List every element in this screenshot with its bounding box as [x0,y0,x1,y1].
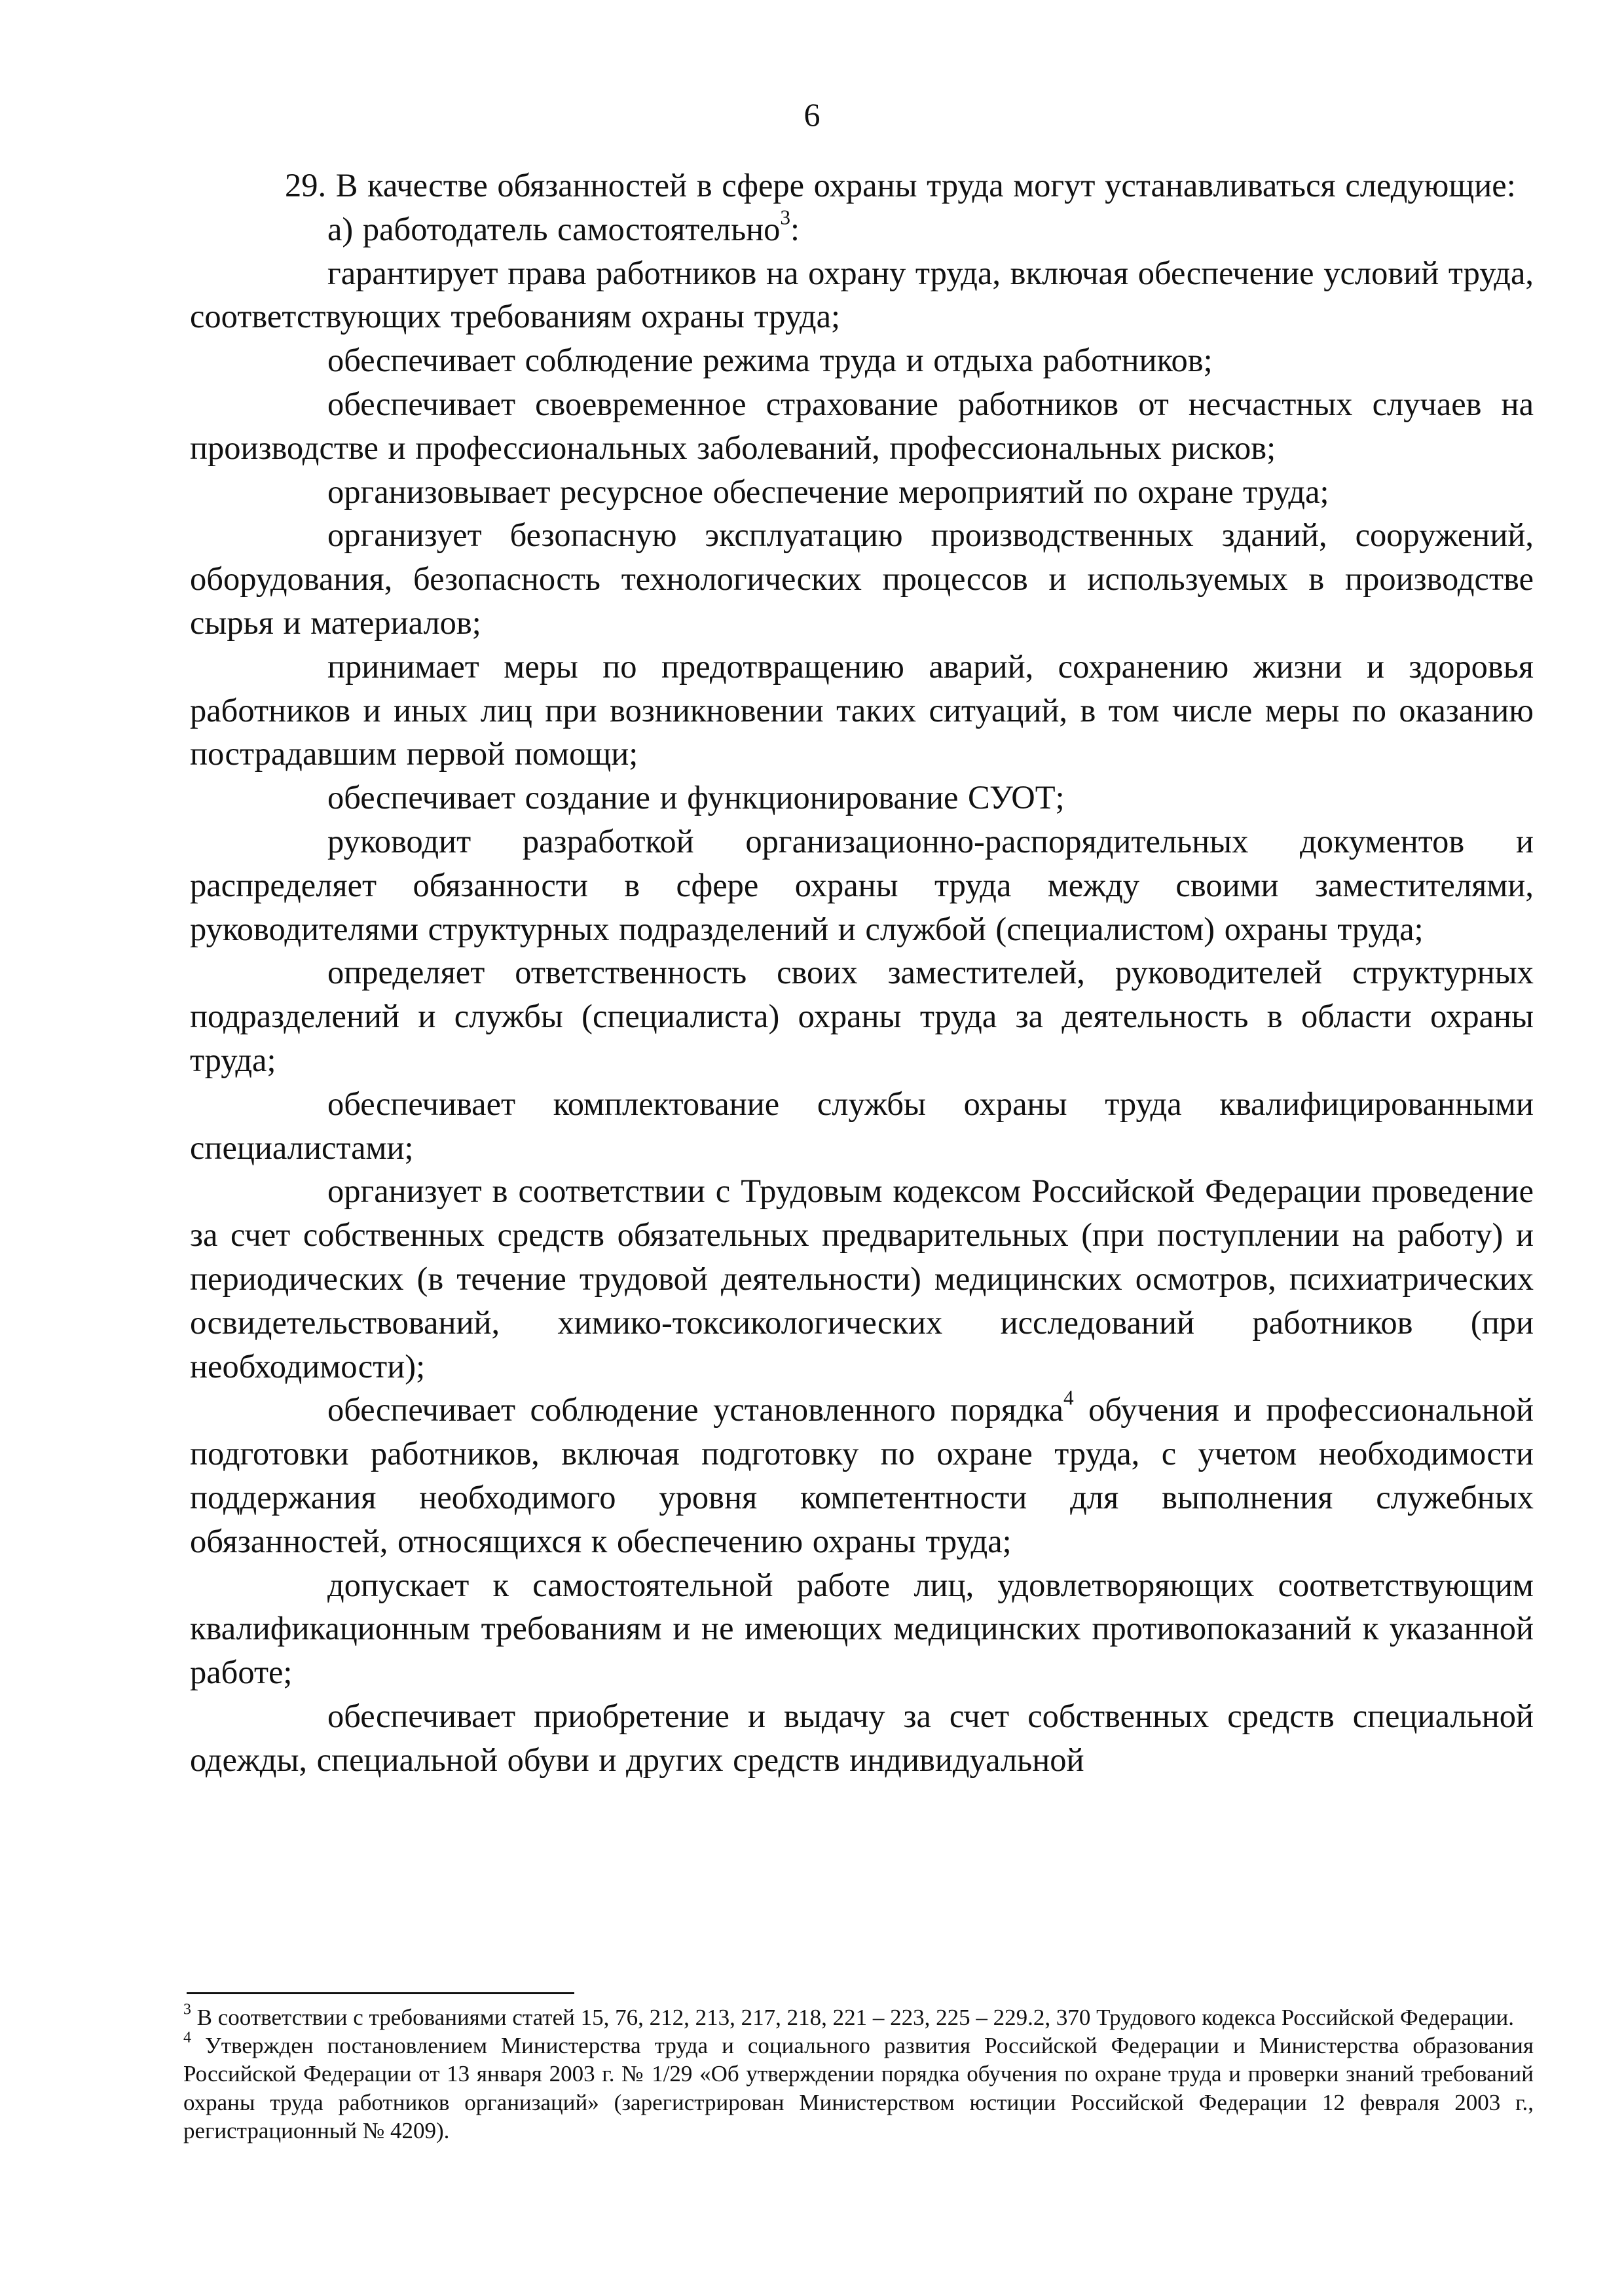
duty-item: допускает к самостоятельной работе лиц, удовлетворяющих соответствующим квалификационным требованиям и не имеющих медицинских противопоказаний к указанной работе; [190,1566,1534,1691]
duty-item: обеспечивает своевременное страхование работников от несчастных случаев на производстве и профессиональных заболеваний, профессиональных рисков; [190,385,1534,466]
footnote-ref-3[interactable]: 3 [780,206,791,229]
page-number: 6 [803,96,821,133]
duty-item: организовывает ресурсное обеспечение мероприятий по охране труда; [327,473,1329,510]
duty-item: гарантирует права работников на охрану труда, включая обеспечение условий труда, соответствующих требованиям охраны труда; [190,254,1534,335]
duty-item: организует в соответствии с Трудовым кодексом Российской Федерации проведение за счет собственных средств обязательных предварительных (при поступлении на работу) и периодических (в течение трудовой деятельности) медицинских осмотров, психиатрических освидетельствований, химико-токсикологических исследований работников (при необходимости); [190,1173,1534,1385]
paragraph-text: а) работодатель самостоятельно [327,210,781,247]
duty-item: определяет ответственность своих заместителей, руководителей структурных подразделений и службы (специалиста) охраны труда за деятельность в области охраны труда; [190,954,1534,1078]
paragraph-text-after: : [790,210,800,247]
document-body [190,164,1534,1781]
footnotes-section [183,2003,1534,2145]
footnote-ref-4[interactable]: 4 [1063,1386,1074,1410]
duty-item: организует безопасную эксплуатацию производственных зданий, сооружений, оборудования, безопасность технологических процессов и используемых в производстве сырья и материалов; [190,517,1534,641]
duty-item: принимает меры по предотвращению аварий, сохранению жизни и здоровья работников и иных лиц при возникновении таких ситуаций, в том числе меры по оказанию пострадавшим первой помощи; [190,647,1534,773]
duty-item: обеспечивает создание и функционирование СУОТ; [327,779,1065,816]
duty-item: обеспечивает комплектование службы охраны труда квалифицированными специалистами; [190,1085,1534,1166]
footnote-3 [183,2003,1534,2032]
paragraph-employer-heading [190,208,1534,251]
duty-item [190,1388,1534,1563]
footnote-text: Утвержден постановлением Министерства труда и социального развития Российской Федерации и Министерства образования Российской Федерации от 13 января 2003 г. № 1/29 «Об утверждении порядка обучения по охране труда и проверки знаний требований охраны труда работников организаций» (зарегистрирован Министерством юстиции Российской Федерации 12 февраля 2003 г., регистрационный № 4209). [183,2033,1534,2143]
footnote-divider [187,1992,574,1994]
footnote-mark: 3 [183,2001,191,2018]
paragraph-29-intro: 29. В качестве обязанностей в сфере охраны труда могут устанавливаться следующие: [285,167,1516,204]
duty-item: обеспечивает соблюдение режима труда и отдыха работников; [327,342,1213,379]
duty-item: руководит разработкой организационно-распорядительных документов и распределяет обязанности в сфере охраны труда между своими заместителями, руководителями структурных подразделений и службой (специалистом) охраны труда; [190,822,1534,947]
footnote-text: В соответствии с требованиями статей 15, 76, 212, 213, 217, 218, 221 – 223, 225 – 229.2, 370 Трудового кодекса Российской Федерации. [191,2005,1515,2030]
duty-item: обеспечивает приобретение и выдачу за счет собственных средств специальной одежды, специальной обуви и других средств индивидуальной [190,1697,1534,1778]
paragraph-text-after: обучения и профессиональной подготовки работников, включая подготовку по охране труда, с учетом необходимости поддержания необходимого уровня компетентности для выполнения служебных обязанностей, относящихся к обеспечению охраны труда; [190,1391,1534,1559]
footnote-4 [183,2029,1534,2145]
footnote-mark: 4 [183,2029,191,2047]
paragraph-text: обеспечивает соблюдение установленного порядка [327,1391,1064,1429]
